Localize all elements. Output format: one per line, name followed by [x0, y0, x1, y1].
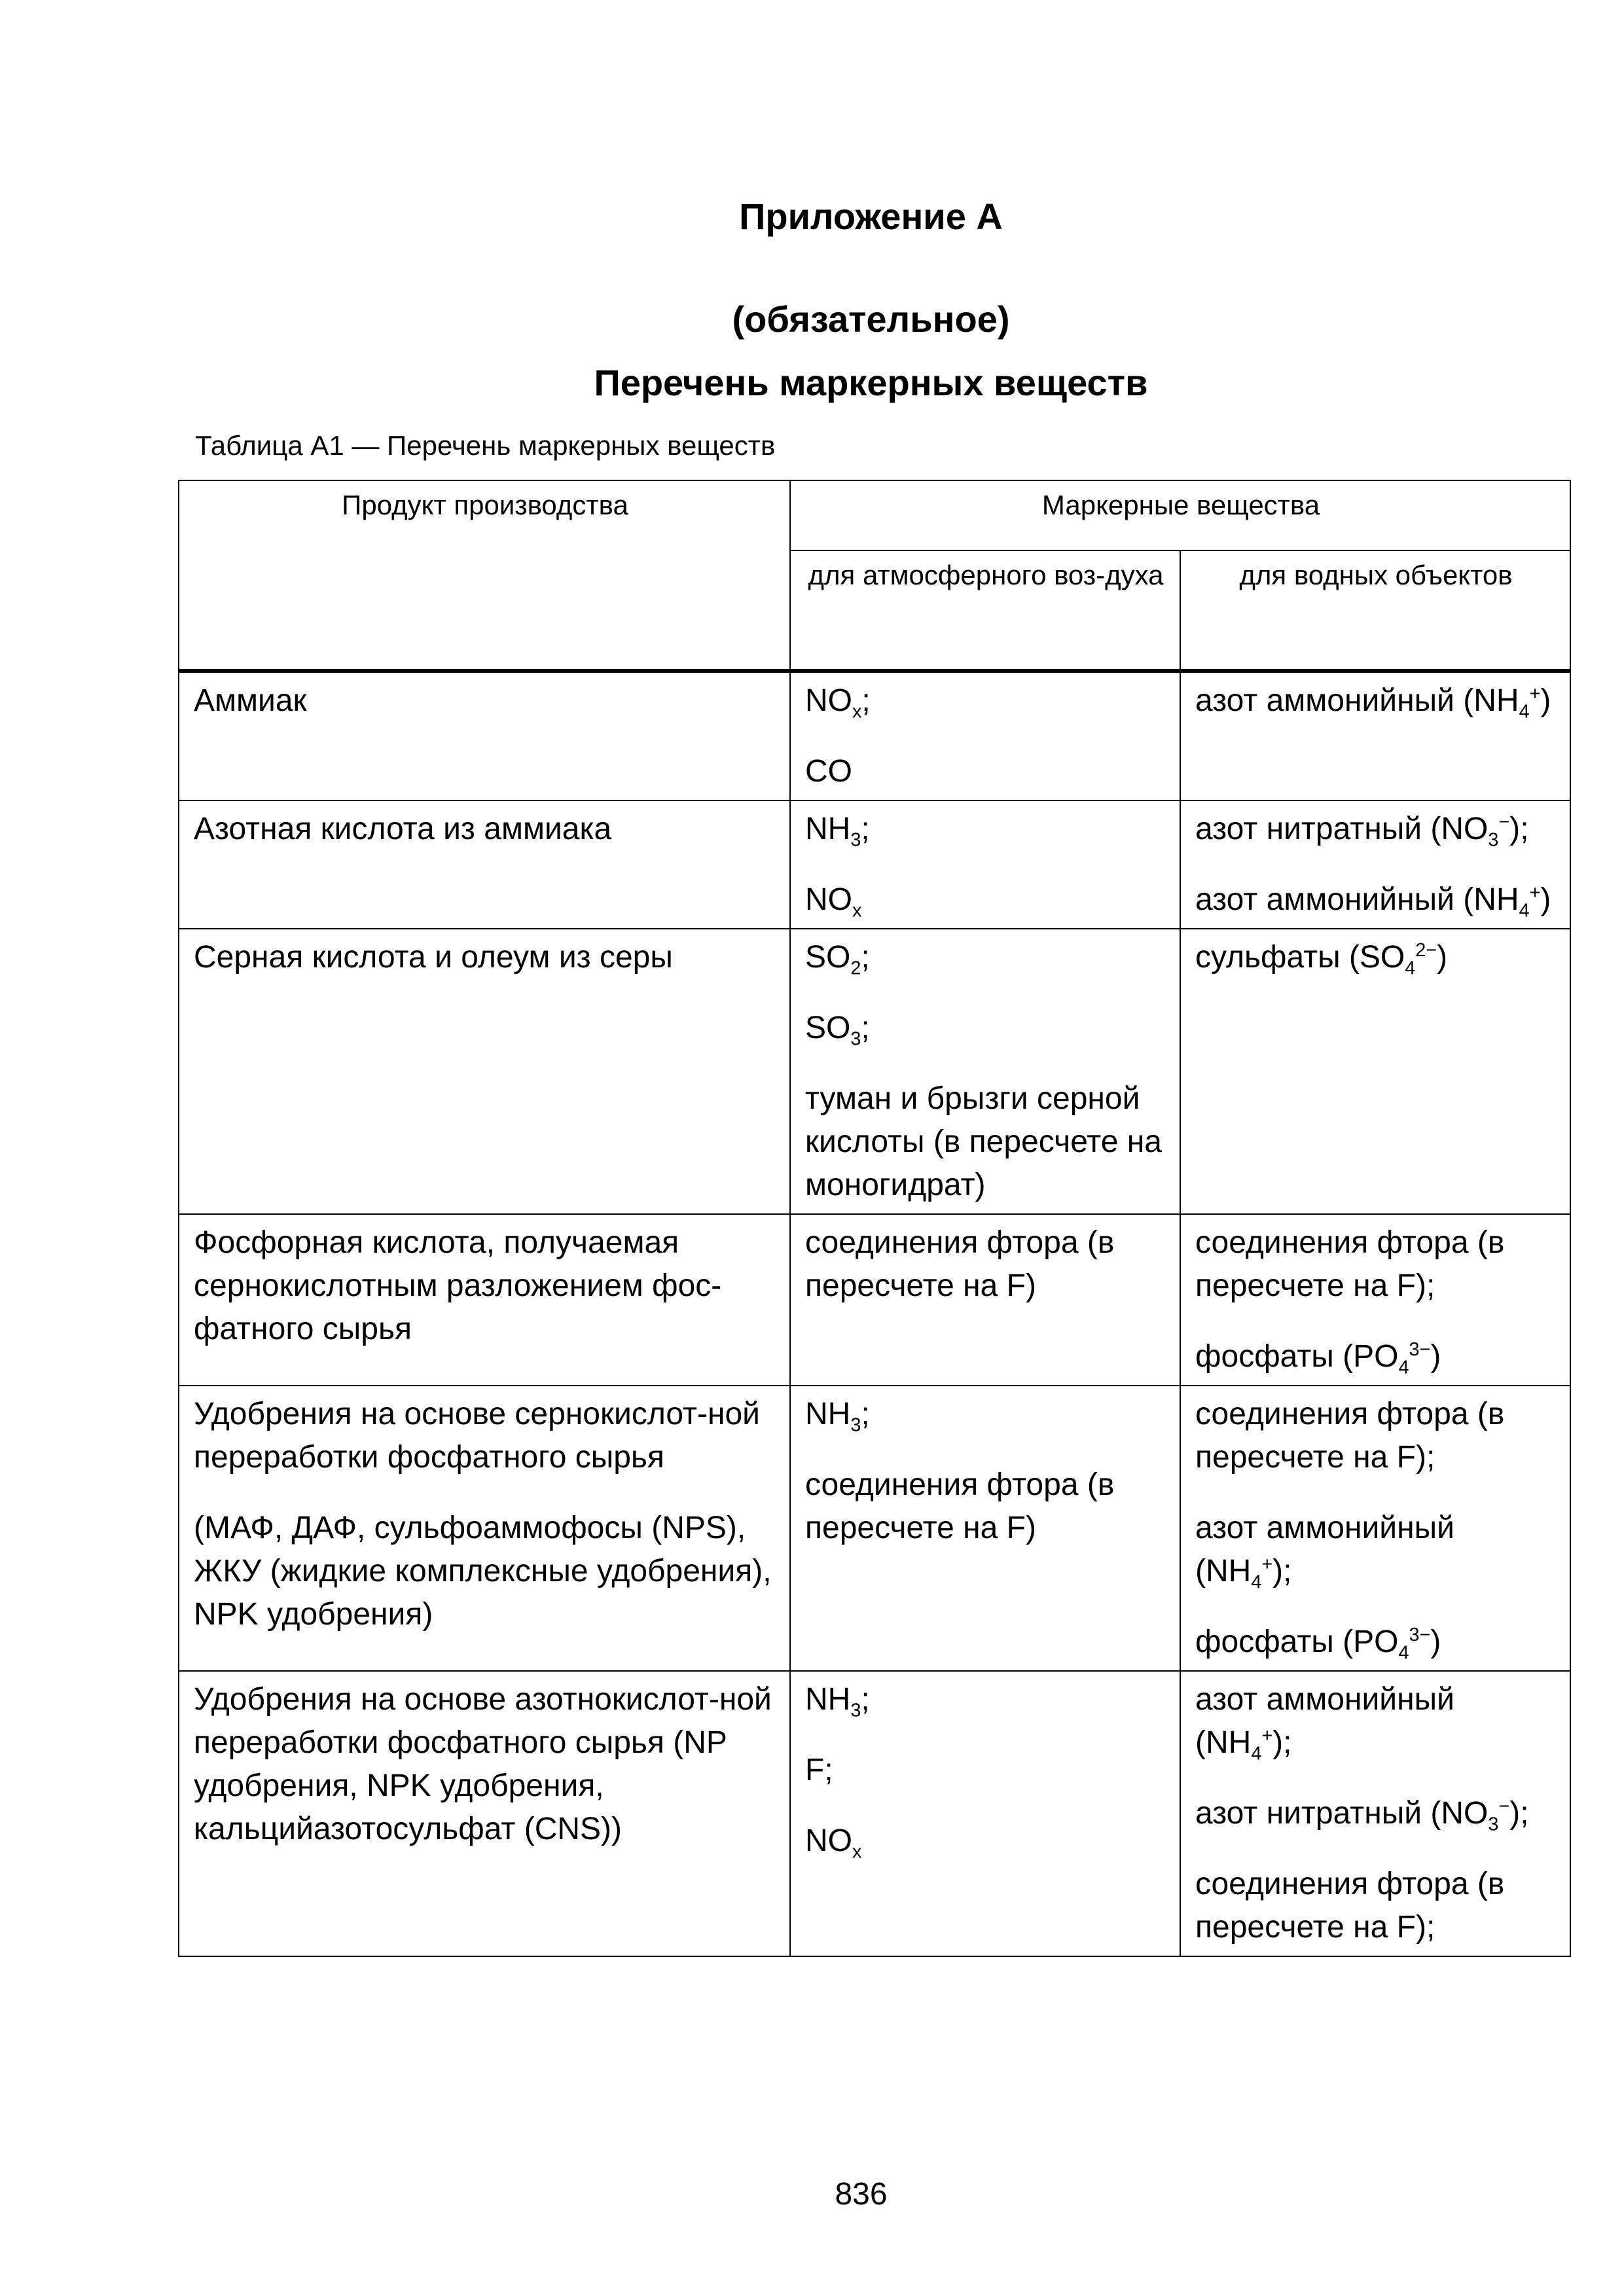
subscript: 3	[850, 1700, 861, 1721]
marker-suffix: ;	[861, 1682, 870, 1717]
header-markers: Маркерные вещества	[790, 480, 1570, 550]
cell-air	[790, 671, 1180, 800]
cell-water	[1180, 1671, 1570, 1956]
superscript: −	[1498, 812, 1510, 833]
list-title: Перечень маркерных веществ	[594, 362, 1148, 403]
marker-text: соединения фтора (в пересчете на F)	[805, 1467, 1115, 1545]
header-air: для атмосферного воз-духа	[790, 550, 1180, 671]
marker-text: азот аммонийный (NH	[1195, 882, 1519, 917]
marker-text: туман и брызги серной кислоты (в пересчете на моногидрат)	[805, 1081, 1162, 1202]
subscript: 4	[1398, 1642, 1409, 1664]
appendix-title: Приложение А	[739, 196, 1003, 237]
air-marker	[805, 936, 1166, 979]
table-caption: Таблица А1 — Перечень маркерных веществ	[195, 430, 776, 461]
marker-text: соединения фтора (в пересчете на F)	[805, 1225, 1115, 1303]
superscript: +	[1529, 683, 1541, 704]
product-text: Удобрения на основе сернокислот-ной переработки фосфатного сырья	[194, 1397, 760, 1475]
marker-text: соединения фтора (в пересчете на F);	[1195, 1225, 1505, 1303]
subscript: 3	[1488, 829, 1499, 851]
marker-suffix: );	[1509, 812, 1529, 846]
superscript: 3−	[1409, 1339, 1431, 1360]
superscript: 2−	[1415, 940, 1437, 961]
subscript: x	[852, 1841, 862, 1863]
cell-air	[790, 1671, 1180, 1956]
superscript: +	[1261, 1725, 1273, 1746]
marker-text: NO	[805, 683, 852, 718]
water-marker	[1195, 1863, 1557, 1949]
air-marker	[805, 1077, 1166, 1207]
superscript: +	[1261, 1554, 1273, 1575]
marker-suffix: ;	[861, 812, 870, 846]
subscript: 2	[850, 958, 861, 979]
marker-text: соединения фтора (в пересчете на F);	[1195, 1397, 1505, 1475]
cell-air	[790, 1386, 1180, 1671]
water-marker	[1195, 1221, 1557, 1308]
superscript: +	[1529, 882, 1541, 903]
air-marker	[805, 1678, 1166, 1721]
marker-text: CO	[805, 754, 852, 789]
marker-suffix: )	[1430, 1339, 1441, 1374]
air-marker	[805, 878, 1166, 922]
water-marker	[1195, 936, 1557, 979]
subscript: x	[852, 900, 862, 922]
superscript: −	[1498, 1796, 1510, 1817]
air-marker	[805, 808, 1166, 851]
marker-suffix: );	[1272, 1554, 1292, 1588]
marker-suffix: );	[1272, 1725, 1292, 1760]
marker-text: азот нитратный (NO	[1195, 1796, 1489, 1831]
subscript: 3	[850, 829, 861, 851]
marker-text: NO	[805, 882, 852, 917]
product-text: Фосфорная кислота, получаемая сернокислотным разложением фос-фатного сырья	[194, 1225, 722, 1346]
product-text: Серная кислота и олеум из серы	[194, 940, 673, 975]
marker-text: азот аммонийный (NH	[1195, 1511, 1454, 1588]
table-row	[179, 671, 1570, 800]
air-marker	[805, 679, 1166, 723]
marker-suffix: ;	[861, 940, 870, 975]
marker-suffix: )	[1540, 882, 1551, 917]
marker-suffix: );	[1509, 1796, 1529, 1831]
header-water: для водных объектов	[1180, 550, 1570, 671]
header-product: Продукт производства	[179, 480, 790, 671]
subscript: 3	[850, 1028, 861, 1050]
marker-text: NH	[805, 1397, 851, 1431]
water-marker	[1195, 1792, 1557, 1835]
air-marker	[805, 1463, 1166, 1550]
cell-air	[790, 1214, 1180, 1386]
marker-suffix: ;	[861, 1011, 870, 1045]
marker-substances-table	[178, 480, 1571, 1957]
water-marker	[1195, 1393, 1557, 1479]
subscript: x	[852, 701, 862, 723]
cell-product	[179, 929, 790, 1214]
water-marker	[1195, 1621, 1557, 1664]
cell-product	[179, 800, 790, 929]
table-row	[179, 800, 1570, 929]
subscript: 4	[1519, 701, 1530, 723]
air-marker	[805, 750, 1166, 793]
marker-text: NH	[805, 1682, 851, 1717]
cell-product	[179, 671, 790, 800]
air-marker	[805, 1221, 1166, 1308]
cell-product	[179, 1386, 790, 1671]
marker-suffix: )	[1437, 940, 1448, 975]
water-marker	[1195, 1678, 1557, 1765]
cell-water	[1180, 1214, 1570, 1386]
air-marker	[805, 1749, 1166, 1792]
cell-product	[179, 1214, 790, 1386]
marker-text: азот нитратный (NO	[1195, 812, 1489, 846]
marker-suffix: )	[1430, 1624, 1441, 1659]
subscript: 4	[1519, 900, 1530, 922]
air-marker	[805, 1820, 1166, 1863]
water-marker	[1195, 1335, 1557, 1378]
product-text: Удобрения на основе азотнокислот-ной переработки фосфатного сырья (NP удобрения, NPK удобрения, кальцийазотосульфат (CNS))	[194, 1682, 772, 1846]
marker-text: фосфаты (PO	[1195, 1339, 1399, 1374]
marker-text: соединения фтора (в пересчете на F);	[1195, 1867, 1505, 1945]
cell-water	[1180, 800, 1570, 929]
marker-suffix: )	[1540, 683, 1551, 718]
marker-text: SO	[805, 1011, 851, 1045]
marker-text: NH	[805, 812, 851, 846]
product-text: (МАФ, ДАФ, сульфоаммофосы (NPS), ЖКУ (жидкие комплексные удобрения), NPK удобрения)	[194, 1511, 772, 1632]
marker-text: сульфаты (SO	[1195, 940, 1405, 975]
product-text: Аммиак	[194, 683, 307, 718]
marker-text: фосфаты (PO	[1195, 1624, 1399, 1659]
cell-air	[790, 800, 1180, 929]
table-row	[179, 929, 1570, 1214]
table-row	[179, 1671, 1570, 1956]
appendix-status: (обязательное)	[732, 298, 1010, 340]
subscript: 3	[850, 1414, 861, 1436]
cell-water	[1180, 671, 1570, 800]
air-marker	[805, 1393, 1166, 1436]
cell-water	[1180, 1386, 1570, 1671]
air-marker	[805, 1007, 1166, 1050]
page-number: 836	[835, 2177, 888, 2212]
cell-product	[179, 1671, 790, 1956]
table-row	[179, 1214, 1570, 1386]
table-row	[179, 1386, 1570, 1671]
marker-suffix: ;	[861, 1397, 870, 1431]
subscript: 4	[1398, 1357, 1409, 1378]
table-body	[179, 671, 1570, 1956]
subscript: 4	[1251, 1571, 1262, 1593]
marker-text: азот аммонийный (NH	[1195, 683, 1519, 718]
superscript: 3−	[1409, 1624, 1431, 1645]
water-marker	[1195, 808, 1557, 851]
subscript: 3	[1488, 1814, 1499, 1835]
water-marker	[1195, 1507, 1557, 1593]
subscript: 4	[1251, 1743, 1262, 1765]
cell-water	[1180, 929, 1570, 1214]
marker-text: NO	[805, 1823, 852, 1858]
subscript: 4	[1405, 958, 1416, 979]
cell-air	[790, 929, 1180, 1214]
water-marker	[1195, 878, 1557, 922]
marker-suffix: ;	[861, 683, 871, 718]
marker-text: SO	[805, 940, 851, 975]
product-text: Азотная кислота из аммиака	[194, 812, 612, 846]
marker-text: азот аммонийный (NH	[1195, 1682, 1454, 1760]
water-marker	[1195, 679, 1557, 723]
marker-text: F;	[805, 1753, 833, 1787]
